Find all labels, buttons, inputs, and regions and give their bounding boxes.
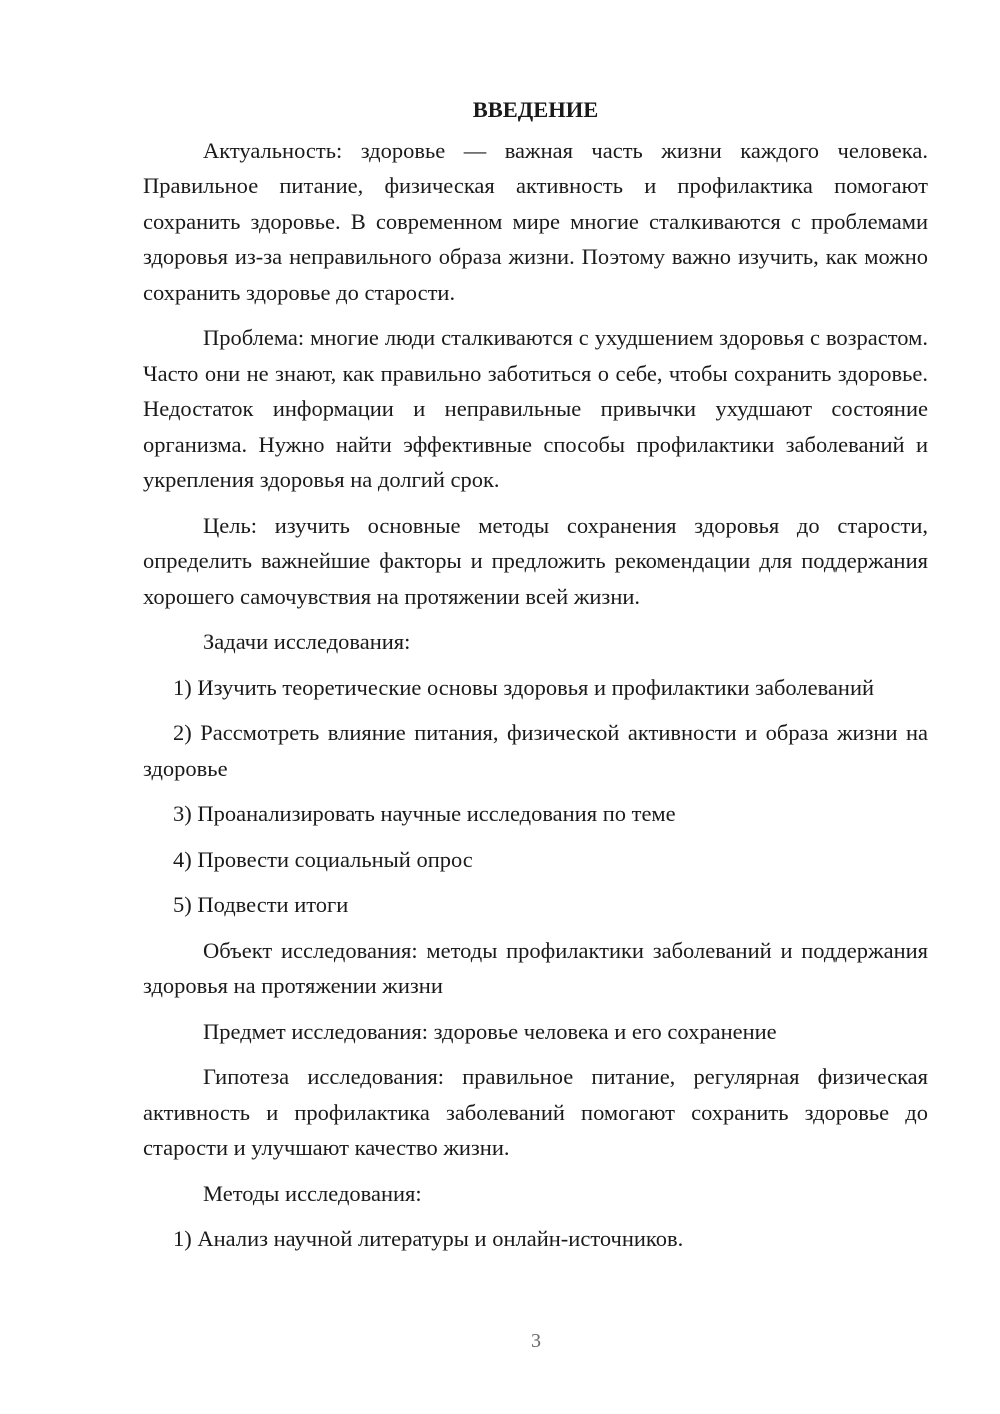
page-number: 3 xyxy=(531,1330,541,1352)
paragraph-subject: Предмет исследования: здоровье человека и его сохранение xyxy=(203,1018,777,1044)
paragraph-hypothesis: Гипотеза исследования: правильное питание, регулярная физическая активность и профилактика заболеваний помогают сохранить здоровье до старости и улучшают качество жизни. xyxy=(143,1064,928,1160)
task-item: 1) Изучить теоретические основы здоровья и профилактики заболеваний xyxy=(173,674,875,700)
paragraph-problem: Проблема: многие люди сталкиваются с ухудшением здоровья с возрастом. Часто они не знают, как правильно заботиться о себе, чтобы сохранить здоровье. Недостаток информации и неправильные привычки ухудшают состояние организма. Нужно найти эффективные способы профилактики заболеваний и укрепления здоровья на долгий срок. xyxy=(143,325,928,492)
paragraph-object: Объект исследования: методы профилактики заболеваний и поддержания здоровья на протяжении жизни xyxy=(143,937,928,998)
methods-title: Методы исследования: xyxy=(203,1180,422,1206)
paragraph-relevance: Актуальность: здоровье — важная часть жизни каждого человека. Правильное питание, физическая активность и профилактика помогают сохранить здоровье. В современном мире многие сталкиваются с проблемами здоровья из-за неправильного образа жизни. Поэтому важно изучить, как можно сохранить здоровье до старости. xyxy=(143,137,928,305)
paragraph-goal: Цель: изучить основные методы сохранения здоровья до старости, определить важнейшие факторы и предложить рекомендации для поддержания хорошего самочувствия на протяжении всей жизни. xyxy=(143,512,928,609)
task-item: 3) Проанализировать научные исследования по теме xyxy=(173,801,676,826)
tasks-title: Задачи исследования: xyxy=(203,629,411,654)
task-item: 4) Провести социальный опрос xyxy=(173,846,473,872)
method-item: 1) Анализ научной литературы и онлайн-источников. xyxy=(173,1226,684,1251)
task-item: 2) Рассмотреть влияние питания, физической активности и образа жизни на здоровье xyxy=(143,720,928,781)
task-item: 5) Подвести итоги xyxy=(173,892,349,917)
page-content xyxy=(143,92,928,1267)
section-heading: ВВЕДЕНИЕ xyxy=(472,97,599,122)
